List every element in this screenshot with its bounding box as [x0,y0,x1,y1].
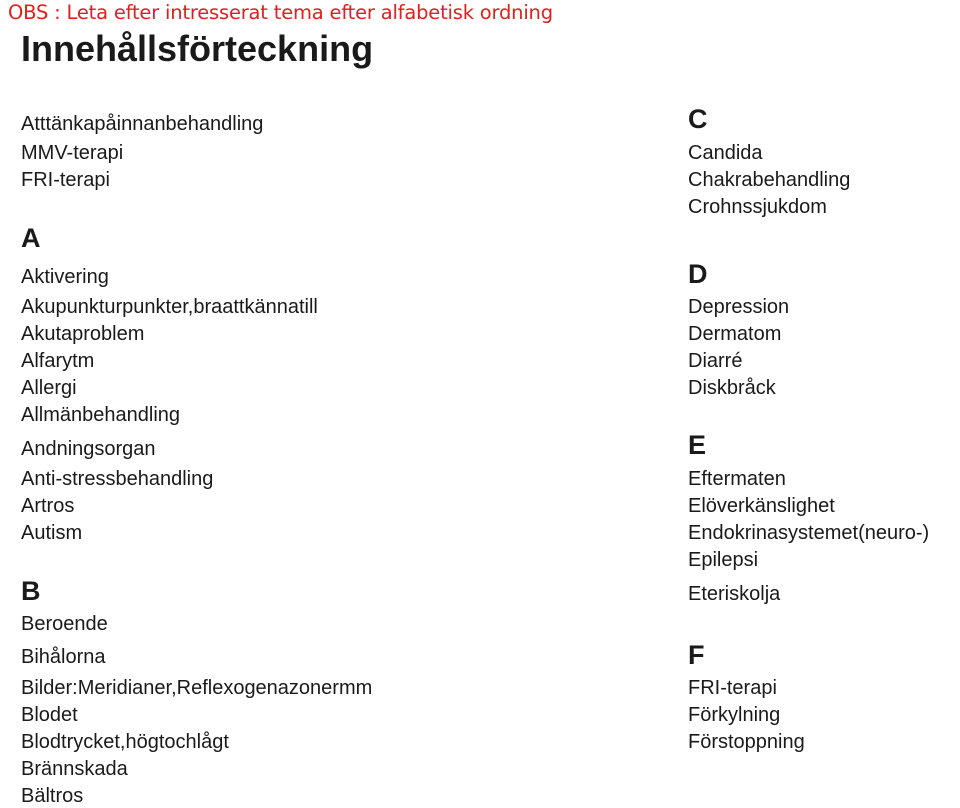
toc-entry: Eftermaten [688,468,786,490]
toc-entry: Blodtrycket,högtochlågt [21,731,229,753]
toc-entry: Atttänkapåinnanbehandling [21,113,264,135]
section-letter-c: C [688,104,708,134]
notice-text: OBS : Leta efter intresserat tema efter alfabetisk ordning [8,1,553,24]
section-letter-a: A [21,223,41,253]
toc-entry: Depression [688,296,790,318]
toc-entry: Akutaproblem [21,323,145,345]
section-letter-d: D [688,259,708,289]
toc-entry: MMV-terapi [21,142,124,164]
toc-entry: Allergi [21,377,77,399]
toc-entry: Beroende [21,613,108,635]
toc-entry: Brännskada [21,758,128,780]
toc-entry: Chakrabehandling [688,169,851,191]
section-letter-f: F [688,640,705,670]
toc-entry: Endokrinasystemet(neuro-) [688,522,930,544]
toc-entry: Autism [21,522,83,544]
toc-entry: Aktivering [21,266,109,288]
toc-entry: Förkylning [688,704,781,726]
section-letter-b: B [21,576,41,606]
toc-entry: Crohnssjukdom [688,196,827,218]
toc-entry: Bilder:Meridianer,Reflexogenazonermm [21,677,373,699]
toc-entry: Akupunkturpunkter,braattkännatill [21,296,318,318]
toc-entry: Dermatom [688,323,782,345]
toc-entry: Eteriskolja [688,583,781,605]
toc-entry: Blodet [21,704,78,726]
section-letter-e: E [688,430,707,460]
toc-entry: Alfarytm [21,350,95,372]
toc-entry: FRI-terapi [688,677,777,699]
toc-entry: Bihålorna [21,646,106,668]
toc-entry: Diskbråck [688,377,776,399]
toc-entry: FRI-terapi [21,169,110,191]
page-title: Innehållsförteckning [21,28,374,69]
toc-entry: Epilepsi [688,549,759,571]
toc-entry: Diarré [688,350,743,372]
toc-entry: Candida [688,142,763,164]
toc-entry: Allmänbehandling [21,404,181,426]
toc-entry: Förstoppning [688,731,805,753]
toc-entry: Bältros [21,785,84,807]
toc-entry: Anti-stressbehandling [21,468,214,490]
toc-entry: Elöverkänslighet [688,495,835,517]
toc-entry: Andningsorgan [21,438,156,460]
toc-entry: Artros [21,495,75,517]
